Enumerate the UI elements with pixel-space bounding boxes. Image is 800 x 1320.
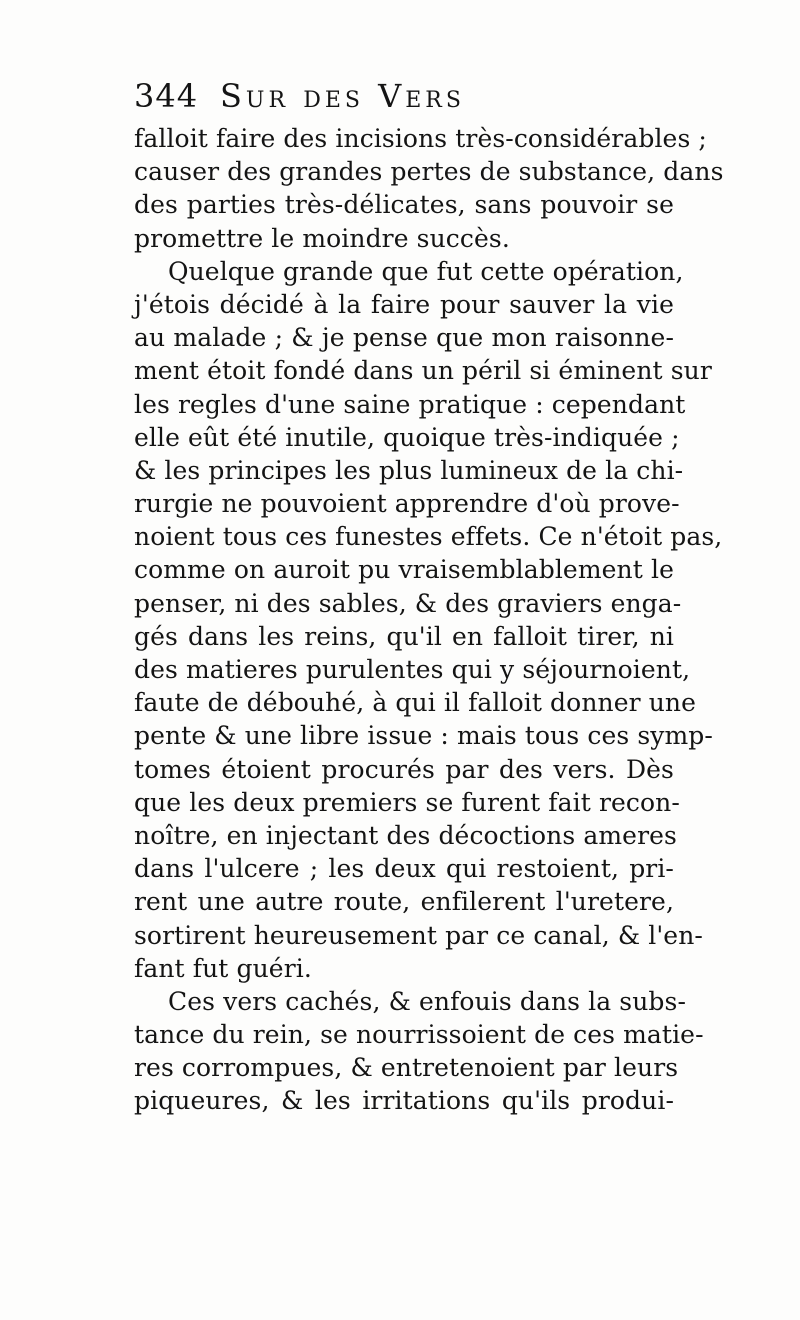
page-number: 344: [134, 77, 199, 115]
text-line: les regles d'une saine pratique : cependant: [134, 389, 686, 419]
text-line: j'étois décidé à la faire pour sauver la vie: [134, 289, 674, 319]
running-head: [134, 74, 694, 118]
paragraph-1: [134, 122, 724, 255]
text-line: gés dans les reins, qu'il en falloit tirer, ni: [134, 621, 674, 651]
text-line: rent une autre route, enfilerent l'uretere,: [134, 887, 674, 917]
text-line: Quelque grande que fut cette opération,: [168, 256, 684, 286]
text-line: falloit faire des incisions très-considérables ;: [134, 124, 707, 153]
text-line: comme on auroit pu vraisemblablement le: [134, 555, 674, 585]
paragraph-2: [134, 255, 723, 985]
text-line: des matieres purulentes qui y séjournoient,: [134, 655, 691, 684]
text-line: res corrompues, & entretenoient par leurs: [134, 1053, 679, 1083]
text-line: faute de débouhé, à qui il falloit donner une: [134, 688, 697, 718]
text-line: penser, ni des sables, & des graviers enga-: [134, 588, 682, 618]
text-line: promettre le moindre succès.: [134, 223, 510, 253]
text-line: piqueures, & les irritations qu'ils produi-: [134, 1086, 674, 1116]
text-line: & les principes les plus lumineux de la chi-: [134, 455, 684, 485]
body-text: [134, 122, 724, 1118]
text-line: fant fut guéri.: [134, 953, 312, 983]
text-line: ment étoit fondé dans un péril si éminent sur: [134, 356, 712, 386]
text-line: rurgie ne pouvoient apprendre d'où prove-: [134, 489, 680, 519]
text-line: sortirent heureusement par ce canal, & l'en-: [134, 920, 703, 950]
text-line: tomes étoient procurés par des vers. Dès: [134, 754, 674, 784]
text-line: pente & une libre issue : mais tous ces symp-: [134, 721, 713, 751]
text-line: noient tous ces funestes effets. Ce n'étoit pas,: [134, 522, 723, 552]
text-line: que les deux premiers se furent fait recon-: [134, 787, 680, 817]
text-line: causer des grandes pertes de substance, dans: [134, 157, 724, 187]
running-title: Sur des Vers: [220, 77, 465, 115]
text-line: tance du rein, se nourrissoient de ces matie-: [134, 1020, 704, 1050]
paragraph-3: [134, 985, 704, 1118]
text-line: des parties très-délicates, sans pouvoir se: [134, 190, 674, 220]
text-line: dans l'ulcere ; les deux qui restoient, pri-: [134, 854, 674, 884]
text-line: elle eût été inutile, quoique très-indiquée ;: [134, 422, 680, 452]
text-line: au malade ; & je pense que mon raisonne-: [134, 323, 674, 353]
text-line: noître, en injectant des décoctions ameres: [134, 820, 677, 850]
text-line: Ces vers cachés, & enfouis dans la subs-: [168, 986, 686, 1016]
